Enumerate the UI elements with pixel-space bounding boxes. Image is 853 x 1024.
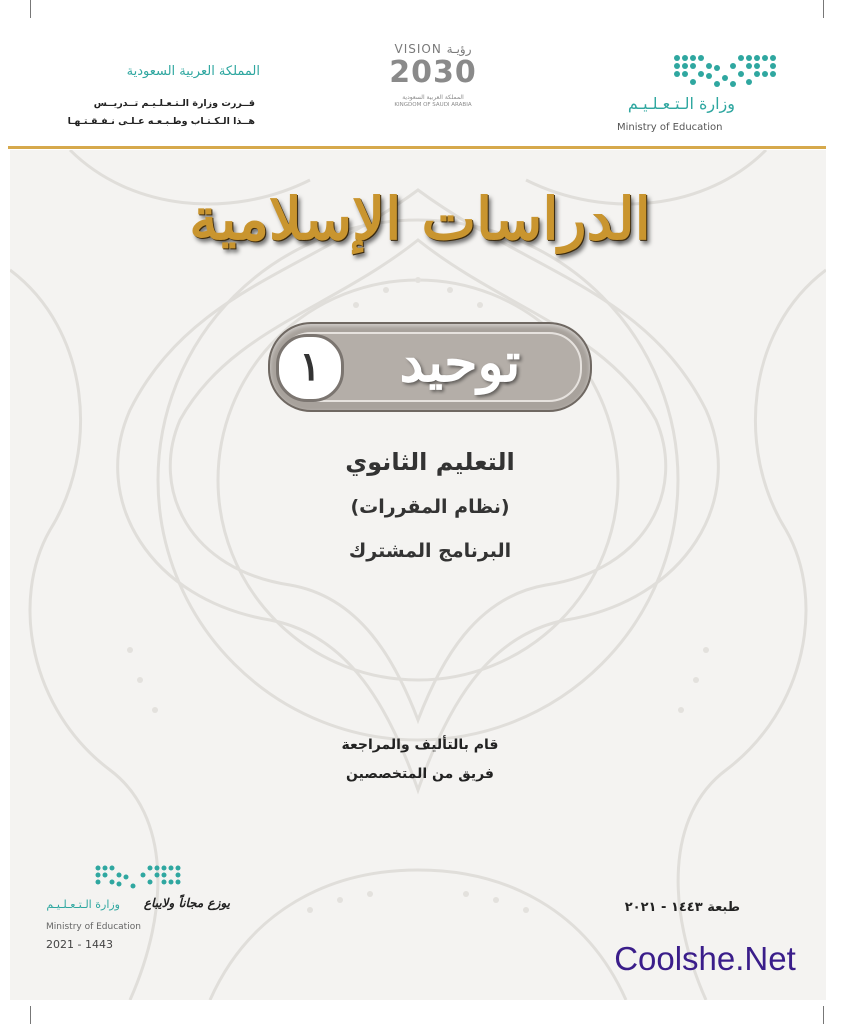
- ministry-name-ar: وزارة الـتـعـلـيـم: [627, 94, 735, 113]
- ministry-dots-icon: [40, 862, 200, 894]
- volume-number: ١: [299, 343, 321, 390]
- bottom-years: 2021 - 1443: [46, 938, 113, 951]
- decree-line-2: هــذا الـكـتـاب وطـبـعـه عـلـى نـفـقـتـهـا: [67, 116, 255, 127]
- bottom-ministry-name-ar: وزارة الـتـعـلـيـم: [46, 898, 120, 911]
- authors-heading: قام بالتأليف والمراجعة: [341, 737, 499, 753]
- course-system: (نظام المقررات): [350, 496, 510, 518]
- decree-line-1: قــررت وزارة الـتـعـلـيـم تــدريــس: [93, 98, 255, 109]
- kingdom-label: المملكة العربية السعودية: [126, 64, 260, 79]
- ministry-dots-icon: [605, 50, 785, 90]
- free-distribution-stamp: يوزع مجاناً ولايباع: [143, 896, 230, 910]
- ministry-name-en: Ministry of Education: [617, 122, 723, 133]
- gold-divider: [8, 146, 826, 149]
- education-level: التعليم الثانوي: [345, 448, 515, 476]
- bottom-ministry-logo: [40, 862, 230, 952]
- edition-label: طبعة ١٤٤٣ - ٢٠٢١: [624, 900, 740, 915]
- book-title: الدراسات الإسلامية: [189, 185, 651, 253]
- vision-year: 2030: [389, 55, 477, 90]
- subject-name: توحيد: [399, 330, 521, 394]
- vision-subtitle-en: KINGDOM OF SAUDI ARABIA: [394, 102, 472, 108]
- ministry-logo: [605, 50, 785, 140]
- crop-mark: [823, 1006, 824, 1024]
- vision-2030-logo: [378, 42, 488, 112]
- vision-subtitle-ar: المملكة العربية السعودية: [402, 94, 464, 101]
- site-watermark: Coolshe.Net: [614, 940, 796, 977]
- vision-label: VISION رؤيـة: [394, 42, 472, 56]
- right-margin: [826, 150, 853, 1000]
- program-name: البرنامج المشترك: [348, 540, 512, 562]
- crop-mark: [823, 0, 824, 18]
- crop-mark: [30, 1006, 31, 1024]
- authors-team: فريق من المتخصصين: [346, 766, 494, 782]
- bottom-ministry-name-en: Ministry of Education: [46, 922, 141, 932]
- crop-mark: [30, 0, 31, 18]
